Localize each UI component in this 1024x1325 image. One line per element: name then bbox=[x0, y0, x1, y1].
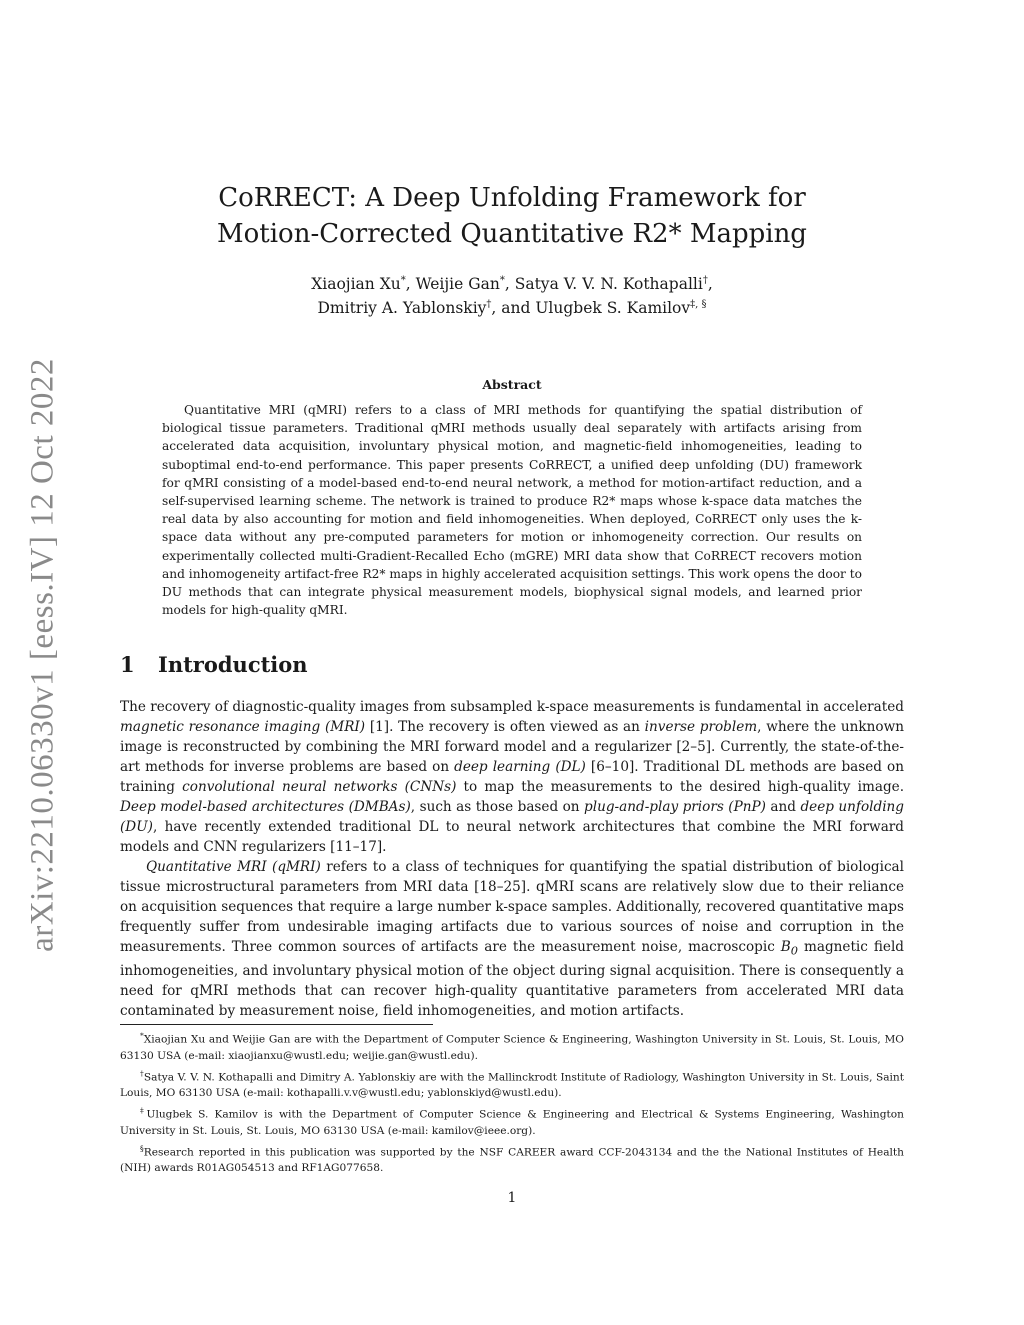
affiliation-mark: * bbox=[499, 274, 505, 286]
author-line-1 bbox=[120, 272, 904, 296]
footnote bbox=[120, 1141, 904, 1177]
footnote-mark: ‡ bbox=[140, 1106, 147, 1116]
abstract-body: Quantitative MRI (qMRI) refers to a class of MRI methods for quantifying the spatial distribution of biological tissue parameters. Traditional qMRI methods usually deal separately with artifacts arising from accelerated data acquisition, involuntary physical motion, and magnetic-field inhomogeneities, leading to suboptimal end-to-end performance. This paper presents CoRRECT, a unified deep unfolding (DU) framework for qMRI consisting of a model-based end-to-end neural network, a method for motion-artifact reduction, and a self-supervised learning scheme. The network is trained to produce R2* maps whose k-space data matches the real data by also accounting for motion and field inhomogeneities. When deployed, CoRRECT only uses the k-space data without any pre-computed parameters for motion or inhomogeneity correction. Our results on experimentally collected multi-Gradient-Recalled Echo (mGRE) MRI data show that CoRRECT recovers motion and inhomogeneity artifact-free R2* maps in highly accelerated acquisition settings. This work opens the door to DU methods that can integrate physical measurement models, biophysical signal models, and learned prior models for high-quality qMRI. bbox=[162, 403, 862, 618]
affiliation-mark: † bbox=[486, 298, 492, 310]
text-run: , such as those based on bbox=[410, 799, 585, 815]
math-subscript: 0 bbox=[790, 943, 798, 958]
introduction-body bbox=[120, 697, 904, 1021]
emphasis: deep unfolding (DU) bbox=[120, 799, 904, 835]
footnote bbox=[120, 1103, 904, 1139]
section-title: Introduction bbox=[158, 652, 308, 677]
author-line-2 bbox=[120, 296, 904, 320]
paper-title bbox=[120, 180, 904, 252]
author-name: Ulugbek S. Kamilov bbox=[535, 299, 691, 317]
text-run: [6–10]. Traditional DL methods are based on training bbox=[120, 759, 904, 795]
footnote-divider bbox=[120, 1024, 433, 1025]
title-line-2: Motion-Corrected Quantitative R2* Mapping bbox=[217, 219, 807, 249]
text-run: refers to a class of techniques for quantifying the spatial distribution of biological tissue microstructural parameters from MRI data [18–25]. qMRI scans are relatively slow due to their reliance on acquisition sequences that require a large number k-space samples. Additionally, recovered quantitative maps frequently suffer from undesirable imaging artifacts due to various sources of noise and corruption in the measurements. Three common sources of artifacts are the measurement noise, macroscopic bbox=[120, 859, 905, 955]
emphasis: plug-and-play priors (PnP) bbox=[584, 799, 766, 815]
footnote-mark: § bbox=[140, 1143, 144, 1153]
section-number: 1 bbox=[120, 652, 135, 677]
footnote-text: Ulugbek S. Kamilov is with the Department of Computer Science & Engineering and Electrical & Systems Engineering, Washington University in St. Louis, St. Louis, MO 63130 USA (e-mail: kamilov@ieee.org). bbox=[120, 1108, 904, 1137]
math-base: B bbox=[780, 939, 791, 955]
emphasis: Quantitative MRI (qMRI) bbox=[146, 859, 321, 875]
footnote-text: Xiaojian Xu and Weijie Gan are with the Department of Computer Science & Engineering, Washington University in St. Louis, St. Louis, MO 63130 USA (e-mail: xiaojianxu@wustl.edu; weijie.gan@wustl.edu). bbox=[120, 1033, 904, 1062]
section-heading bbox=[120, 652, 308, 677]
title-line-1: CoRRECT: A Deep Unfolding Framework for bbox=[218, 183, 806, 213]
author-separator: , bbox=[504, 275, 515, 293]
author-name: Weijie Gan bbox=[415, 275, 500, 293]
text-run: and bbox=[765, 799, 801, 815]
affiliation-mark: ‡, § bbox=[690, 298, 707, 310]
intro-paragraph-1 bbox=[120, 697, 904, 857]
author-separator: , bbox=[707, 275, 713, 293]
footnotes bbox=[120, 1028, 904, 1178]
author-name: Dmitriy A. Yablonskiy bbox=[317, 299, 487, 317]
author-name: Satya V. V. N. Kothapalli bbox=[514, 275, 703, 293]
page-number: 1 bbox=[507, 1190, 517, 1206]
affiliation-mark: † bbox=[702, 274, 708, 286]
emphasis: convolutional neural networks (CNNs) bbox=[182, 779, 457, 795]
emphasis: Deep model-based architectures (DMBAs) bbox=[120, 799, 411, 815]
footnote-mark: * bbox=[140, 1031, 144, 1040]
emphasis: inverse problem bbox=[644, 719, 758, 735]
author-name: Xiaojian Xu bbox=[311, 275, 401, 293]
text-run: magnetic field inhomogeneities, and involuntary physical motion of the object during signal acquisition. There is consequently a need for qMRI methods that can recover high-quality quantitative parameters from accelerated MRI data contaminated by measurement noise, field inhomogeneities, and motion artifacts. bbox=[120, 939, 904, 1019]
footnote-text: Satya V. V. N. Kothapalli and Dimitry A. Yablonskiy are with the Mallinckrodt Institute of Radiology, Washington University in St. Louis, Saint Louis, MO 63130 USA (e-mail: kothapalli.v.v@wustl.edu; yablonskiyd@wustl.edu). bbox=[120, 1071, 904, 1100]
footnote bbox=[120, 1066, 904, 1102]
footnote-text: Research reported in this publication was supported by the NSF CAREER award CCF-2043134 and the the National Institutes of Health (NIH) awards R01AG054513 and RF1AG077658. bbox=[120, 1146, 904, 1175]
author-separator: , bbox=[405, 275, 416, 293]
text-run: [1]. The recovery is often viewed as an bbox=[365, 719, 645, 735]
text-run: to map the measurements to the desired high-quality image. bbox=[456, 779, 905, 795]
text-run: , where the unknown image is reconstructed by combining the MRI forward model and a regularizer [2–5]. Currently, the state-of-the-art methods for inverse problems are based on bbox=[120, 719, 905, 775]
math-symbol bbox=[780, 939, 798, 958]
emphasis: magnetic resonance imaging (MRI) bbox=[120, 719, 366, 735]
text-run: , have recently extended traditional DL to neural network architectures that combine the MRI forward models and CNN regularizers [11–17]. bbox=[120, 819, 904, 855]
affiliation-mark: * bbox=[400, 274, 406, 286]
arxiv-sidebar-stamp bbox=[20, 355, 66, 955]
abstract-heading: Abstract bbox=[482, 377, 542, 392]
arxiv-identifier: arXiv:2210.06330v1 [eess.IV] 12 Oct 2022 bbox=[24, 358, 61, 952]
author-separator: , and bbox=[491, 299, 536, 317]
footnote bbox=[120, 1028, 904, 1064]
author-list bbox=[120, 272, 904, 320]
text-run: The recovery of diagnostic-quality images from subsampled k-space measurements is fundamental in accelerated bbox=[120, 699, 904, 715]
intro-paragraph-2 bbox=[120, 857, 904, 1021]
footnote-mark: † bbox=[140, 1068, 144, 1078]
emphasis: deep learning (DL) bbox=[454, 759, 586, 775]
